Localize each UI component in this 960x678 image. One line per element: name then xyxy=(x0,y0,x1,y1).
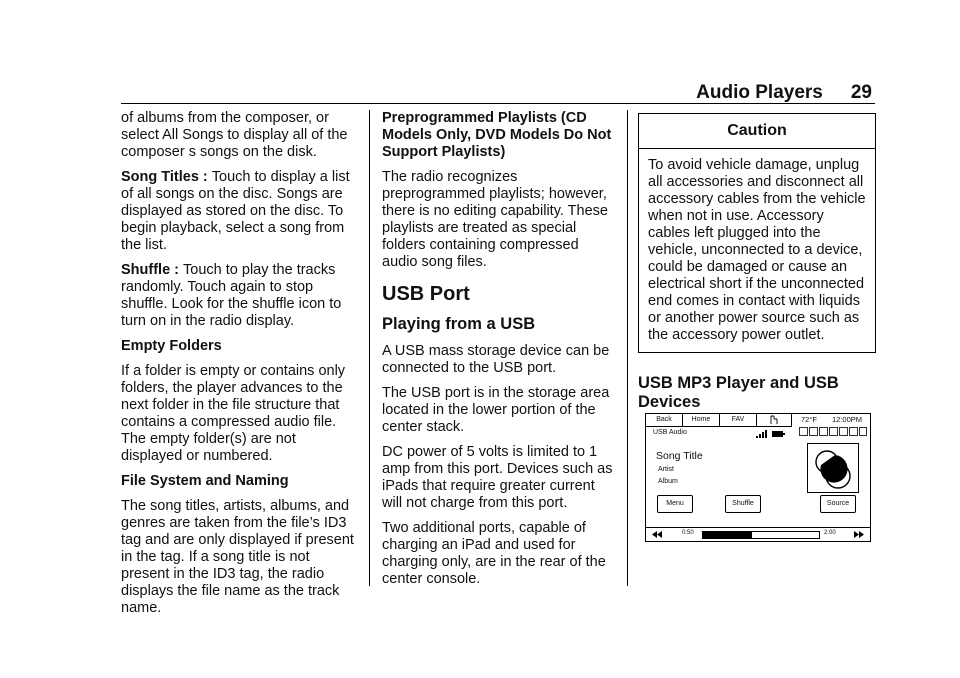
usb-port-heading: USB Port xyxy=(382,283,470,305)
playlists-text: The radio recognizes preprogrammed playlists; however, there is no editing capability. These playlists are treated as special folders containing compressed audio song files. xyxy=(382,169,608,270)
clock: 12:00PM xyxy=(832,415,863,424)
empty-folders-text: If a folder is empty or contains only folders, the player advances to the next folder in the file structure that contains a compressed audio file. The empty folder(s) are not displayed or numbered. xyxy=(121,363,346,464)
column-1 xyxy=(121,110,357,617)
fav-button: FAV xyxy=(720,414,757,427)
progress-fill xyxy=(703,532,752,538)
song-titles-term: Song Titles : xyxy=(121,169,212,185)
album-label: Album xyxy=(658,478,678,485)
page-header xyxy=(696,82,872,104)
fast-forward-icon xyxy=(854,531,864,538)
back-button: Back xyxy=(646,414,683,427)
artist-label: Artist xyxy=(658,466,674,473)
caution-text: To avoid vehicle damage, unplug all accessories and disconnect all accessory cables from the vehicle when not in use. Accessory cables left plugged into the vehicle, unconnected to a device, could be damaged or cause an electrical short if the unconnected end comes in contact with liquids or another power source such as the accessory power outlet. xyxy=(648,157,866,343)
source-button: Source xyxy=(820,495,856,513)
source-label: USB Audio xyxy=(653,429,687,436)
column-2 xyxy=(382,110,616,588)
usb-paragraph-1: A USB mass storage device can be connected to the USB port. xyxy=(382,343,610,376)
shuffle-text: Touch to play the tracks randomly. Touch again to stop shuffle. Look for the shuffle icon to turn on in the radio display. xyxy=(121,262,342,329)
song-title-label: Song Title xyxy=(656,450,703,462)
header-rule xyxy=(121,103,875,104)
progress-bar-row xyxy=(646,527,870,541)
playlists-heading: Preprogrammed Playlists (CD Models Only, DVD Models Do Not Support Playlists) xyxy=(382,110,612,160)
column-divider-2 xyxy=(627,110,628,586)
column-divider-1 xyxy=(369,110,370,586)
usb-paragraph-2: The USB port is in the storage area located in the lower portion of the center stack. xyxy=(382,385,610,435)
intro-paragraph: of albums from the composer, or select All Songs to display all of the composer s songs on the disk. xyxy=(121,110,348,160)
shuffle-paragraph xyxy=(121,262,357,330)
empty-folders-heading: Empty Folders xyxy=(121,338,222,354)
song-titles-paragraph xyxy=(121,169,357,254)
temperature: 72°F xyxy=(801,415,817,424)
shuffle-term: Shuffle : xyxy=(121,262,184,278)
caution-title: Caution xyxy=(639,114,875,149)
shuffle-button: Shuffle xyxy=(725,495,761,513)
file-system-heading: File System and Naming xyxy=(121,473,289,489)
album-art-icon xyxy=(807,443,859,493)
status-icons-row xyxy=(799,427,867,436)
page-number: 29 xyxy=(850,82,872,103)
progress-track xyxy=(702,531,820,539)
usb-paragraph-3: DC power of 5 volts is limited to 1 amp from this port. Devices such as iPads that require greater current will not charge from this port. xyxy=(382,444,613,511)
file-system-text: The song titles, artists, albums, and genres are taken from the file’s ID3 tag and are only displayed if present in the tag. If a song title is not present in the ID3 tag, the radio displays the file name as the track name. xyxy=(121,498,354,616)
tone-icon xyxy=(757,414,792,427)
playing-usb-heading: Playing from a USB xyxy=(382,315,536,333)
home-button: Home xyxy=(683,414,720,427)
total-time: 2:00 xyxy=(824,530,836,536)
elapsed-time: 0:50 xyxy=(682,530,694,536)
rewind-icon xyxy=(652,531,662,538)
song-titles-text: Touch to display a list of all songs on the disc. Songs are displayed as stored on the disc. To begin playback, select a song from the list. xyxy=(121,169,350,253)
menu-button: Menu xyxy=(657,495,693,513)
usb-audio-screen-illustration xyxy=(645,413,871,542)
chapter-title: Audio Players xyxy=(696,82,823,103)
usb-paragraph-4: Two additional ports, capable of charging an iPad and used for charging only, are in the rear of the center console. xyxy=(382,520,606,587)
caution-box xyxy=(638,113,876,353)
mp3-heading: USB MP3 Player and USB Devices xyxy=(638,374,839,411)
signal-battery-icon xyxy=(756,430,788,438)
column-3 xyxy=(638,110,876,412)
